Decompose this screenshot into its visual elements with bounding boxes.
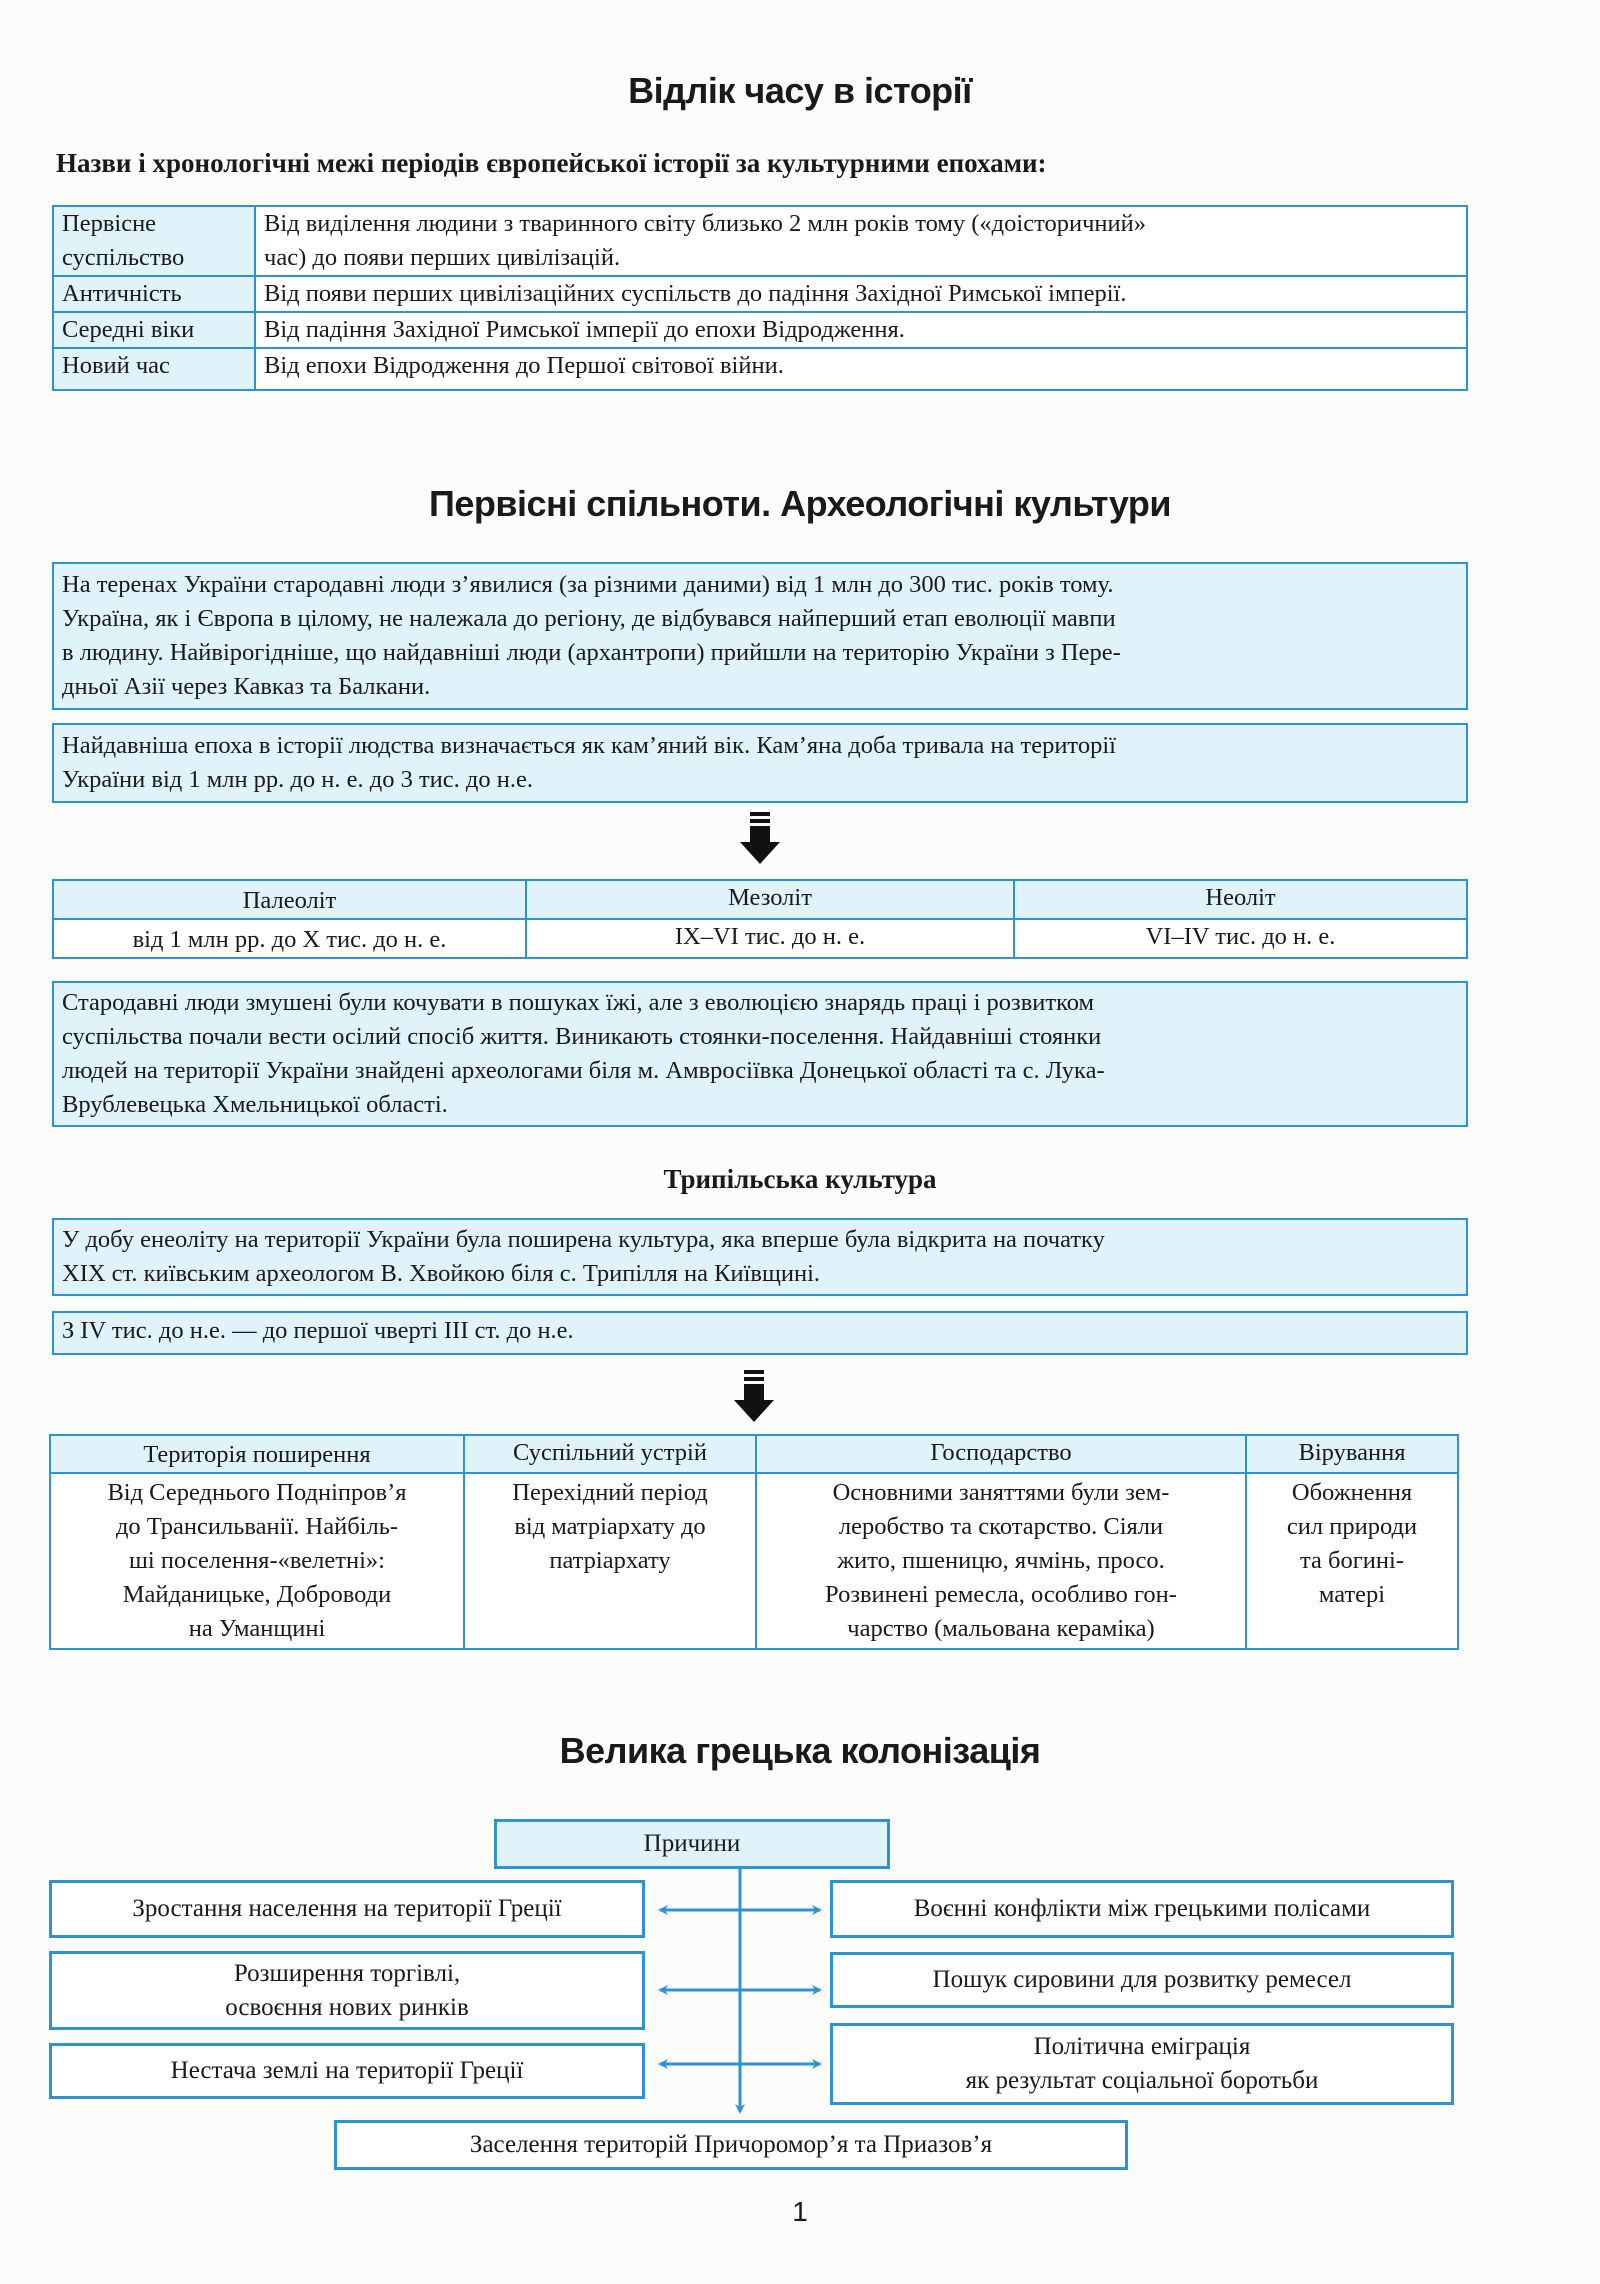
settlement-box — [52, 981, 1468, 1127]
cause-text: Зростання населення на території Греції — [132, 1895, 562, 1922]
economy-cell — [756, 1473, 1246, 1649]
text-line: на Уманщині — [188, 1615, 326, 1642]
period-name-line: суспільство — [62, 244, 185, 271]
text-line: На теренах України стародавні люди з’явилися (за різними даними) від 1 млн до 300 тис. років тому. — [62, 571, 1114, 598]
era-name: Мезоліт — [526, 880, 1014, 919]
cause-text: Розширення торгівлі, — [233, 1959, 461, 1987]
table-row — [53, 919, 1467, 958]
cause-box-right — [830, 1952, 1454, 2008]
arrow-down-icon — [740, 812, 780, 864]
result-text: Заселення територій Причоромор’я та Приазов’я — [469, 2131, 993, 2158]
text-line: XIX ст. київським археологом В. Хвойкою біля с. Трипілля на Київщині. — [62, 1260, 821, 1287]
cause-box-left — [49, 2043, 645, 2099]
text-line: Перехідний період — [512, 1479, 708, 1506]
table-row — [53, 312, 1467, 348]
era-range: ІХ–VI тис. до н. е. — [526, 919, 1014, 958]
section-title-primitive: Первісні спільноти. Археологічні культури — [428, 483, 1172, 524]
text-line: України від 1 млн рр. до н. е. до 3 тис. до н.е. — [62, 766, 533, 793]
era-name: Палеоліт — [53, 880, 526, 919]
trypillia-title: Трипільська культура — [663, 1164, 937, 1194]
text-line: від матріархату до — [514, 1513, 706, 1540]
intro-paragraph-box — [52, 562, 1468, 710]
cause-text: Воєнні конфлікти між грецькими полісами — [913, 1895, 1371, 1922]
period-name-line: Первісне — [62, 210, 157, 237]
text-line: У добу енеоліту на території України була поширена культура, яка вперше була відкрита на початку — [62, 1226, 1105, 1253]
text-line: ші поселення-«велетні»: — [129, 1547, 385, 1574]
periods-table — [52, 205, 1468, 391]
table-row — [53, 276, 1467, 312]
cause-text: як результат соціальної боротьби — [965, 2067, 1319, 2094]
table-row — [53, 348, 1467, 390]
cause-box-right — [830, 1880, 1454, 1938]
cause-box-left — [49, 1880, 645, 1938]
section-title-colonization: Велика грецька колонізація — [559, 1730, 1041, 1771]
text-line: Обожнення — [1291, 1479, 1413, 1506]
text-line: Стародавні люди змушені були кочувати в пошуках їжі, але з еволюцією знарядь праці і розвитком — [62, 989, 1095, 1016]
text-line: Україна, як і Європа в цілому, не належала до регіону, де відбувався найперший етап еволюції мавпи — [62, 605, 1116, 632]
text-line: чарство (мальована кераміка) — [847, 1615, 1155, 1642]
text-line: сил природи — [1286, 1513, 1418, 1540]
text-line: до Трансильванії. Найбіль- — [115, 1513, 399, 1540]
cause-text: освоєння нових ринків — [225, 1993, 469, 2021]
causes-label: Причини — [643, 1830, 741, 1857]
stone-age-eras-table — [52, 879, 1468, 959]
text-line: З IV тис. до н.е. — до першої чверті ІІІ ст. до н.е. — [62, 1317, 574, 1344]
table-row — [53, 206, 1467, 276]
column-header: Суспільний устрій — [464, 1435, 756, 1473]
territory-cell — [50, 1473, 464, 1649]
cause-box-right — [830, 2023, 1454, 2105]
table-row — [50, 1473, 1458, 1649]
cause-text: Нестача землі на території Греції — [170, 2057, 524, 2084]
period-desc — [255, 206, 1467, 276]
stone-age-box — [52, 723, 1468, 803]
cause-text: Пошук сировини для розвитку ремесел — [932, 1966, 1352, 1993]
text-line: Врублевецька Хмельницької області. — [62, 1091, 448, 1118]
society-cell — [464, 1473, 756, 1649]
text-line: леробство та скотарство. Сіяли — [838, 1513, 1164, 1540]
period-desc: Від появи перших цивілізаційних суспільств до падіння Західної Римської імперії. — [255, 276, 1467, 312]
trypillia-intro-box — [52, 1218, 1468, 1296]
text-line: суспільства почали вести осілий спосіб життя. Виникають стоянки-поселення. Найдавніші стоянки — [62, 1023, 1102, 1050]
period-name: Середні віки — [53, 312, 255, 348]
table-row — [53, 880, 1467, 919]
text-line: Від Середнього Подніпров’я — [107, 1479, 407, 1506]
trypillia-table — [49, 1434, 1459, 1650]
period-desc-line: час) до появи перших цивілізацій. — [264, 244, 621, 271]
arrow-down-icon — [734, 1370, 774, 1422]
result-box-outcome — [334, 2120, 1128, 2170]
periods-subtitle: Назви і хронологічні межі періодів європейської історії за культурними епохами: — [56, 148, 1047, 178]
page-number: 1 — [792, 2196, 808, 2227]
column-header: Господарство — [756, 1435, 1246, 1473]
text-line: людей на території України знайдені археологами біля м. Амвросіївка Донецької області та с. Лука- — [62, 1057, 1105, 1084]
trypillia-dates-box — [52, 1311, 1468, 1355]
cause-text: Політична еміграція — [1033, 2033, 1251, 2060]
text-line: дньої Азії через Кавказ та Балкани. — [62, 673, 431, 700]
column-header: Вірування — [1246, 1435, 1458, 1473]
era-range: від 1 млн рр. до Х тис. до н. е. — [53, 919, 526, 958]
period-name: Античність — [53, 276, 255, 312]
period-desc: Від падіння Західної Римської імперії до епохи Відродження. — [255, 312, 1467, 348]
beliefs-cell — [1246, 1473, 1458, 1649]
era-name: Неоліт — [1014, 880, 1467, 919]
section-title-time: Відлік часу в історії — [628, 70, 972, 111]
column-header: Територія поширення — [50, 1435, 464, 1473]
table-row — [50, 1435, 1458, 1473]
period-name — [53, 206, 255, 276]
cause-box-left — [49, 1951, 645, 2030]
period-desc: Від епохи Відродження до Першої світової війни. — [255, 348, 1467, 390]
period-desc-line: Від виділення людини з тваринного світу близько 2 млн років тому («доісторичний» — [264, 210, 1146, 237]
text-line: та богині- — [1300, 1547, 1404, 1574]
text-line: Розвинені ремесла, особливо гон- — [825, 1581, 1177, 1608]
text-line: жито, пшеницю, ячмінь, просо. — [837, 1547, 1165, 1574]
text-line: Майданицьке, Доброводи — [122, 1581, 392, 1608]
text-line: Основними заняттями були зем- — [832, 1479, 1170, 1506]
era-range: VI–IV тис. до н. е. — [1014, 919, 1467, 958]
text-line: матері — [1318, 1581, 1386, 1608]
text-line: Найдавніша епоха в історії людства визначається як кам’яний вік. Кам’яна доба тривала на території — [62, 732, 1116, 759]
text-line: патріархату — [549, 1547, 671, 1574]
text-line: в людину. Найвірогідніше, що найдавніші люди (архантропи) прийшли на територію України з Пере- — [62, 639, 1121, 666]
period-name: Новий час — [53, 348, 255, 390]
causes-root-box — [494, 1819, 890, 1869]
